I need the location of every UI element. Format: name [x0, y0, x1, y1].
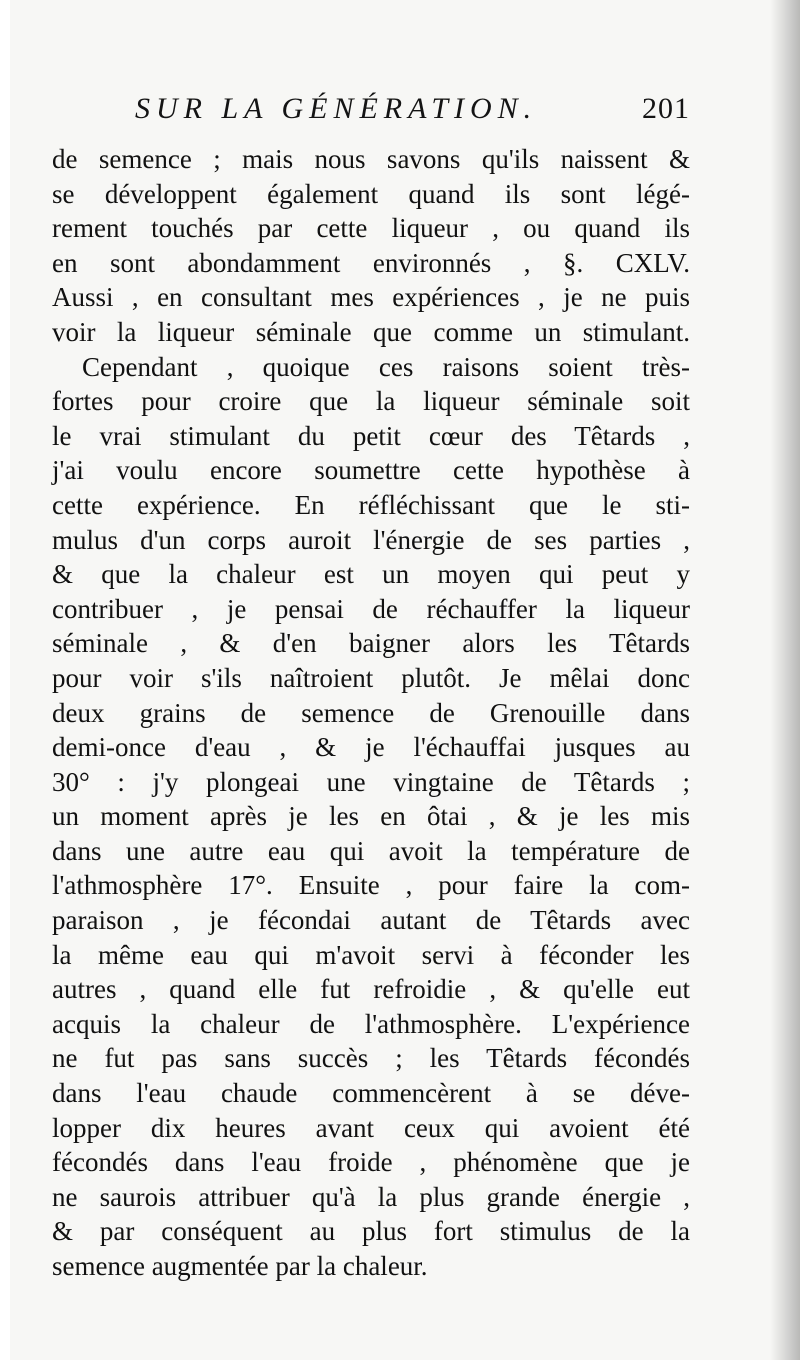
- text-line: demi-once d'eau , & je l'échauffai jusques au: [52, 732, 690, 763]
- text-line: acquis la chaleur de l'athmosphère. L'expérience: [52, 1008, 690, 1039]
- text-line: ne saurois attribuer qu'à la plus grande énergie ,: [52, 1181, 690, 1212]
- text-line: séminale , & d'en baigner alors les Têtards: [52, 628, 690, 659]
- paragraph-end-line: semence augmentée par la chaleur.: [52, 1251, 428, 1281]
- text-line: se développent également quand ils sont légé-: [52, 178, 690, 209]
- text-line: dans l'eau chaude commencèrent à se déve-: [52, 1078, 690, 1109]
- text-line: paraison , je fécondai autant de Têtards avec: [52, 905, 690, 936]
- text-line: lopper dix heures avant ceux qui avoient été: [52, 1112, 690, 1143]
- text-line: & que la chaleur est un moyen qui peut y: [52, 559, 690, 590]
- text-line: 30° : j'y plongeai une vingtaine de Têtards ;: [52, 766, 690, 797]
- text-line: voir la liqueur séminale que comme un stimulant.: [52, 316, 690, 347]
- text-line: la même eau qui m'avoit servi à féconder les: [52, 939, 690, 970]
- text-line: un moment après je les en ôtai , & je les mis: [52, 801, 690, 832]
- text-line: j'ai voulu encore soumettre cette hypothèse à: [52, 455, 690, 486]
- text-line: autres , quand elle fut refroidie , & qu'elle eut: [52, 974, 690, 1005]
- paragraph-start-line: Cependant , quoique ces raisons soient très-: [82, 351, 690, 382]
- text-line: dans une autre eau qui avoit la température de: [52, 835, 690, 866]
- text-line: cette expérience. En réfléchissant que le sti-: [52, 489, 690, 520]
- text-body: [52, 142, 690, 1284]
- page-gutter: [0, 0, 10, 1360]
- text-line: ne fut pas sans succès ; les Têtards fécondés: [52, 1043, 690, 1074]
- running-title: SUR LA GÉNÉRATION.: [135, 92, 538, 125]
- page-number: 201: [642, 92, 690, 125]
- page-edge-shadow: [770, 0, 800, 1360]
- text-line: contribuer , je pensai de réchauffer la liqueur: [52, 593, 690, 624]
- page-header: [135, 92, 690, 132]
- text-line: Aussi , en consultant mes expériences , je ne puis: [52, 282, 690, 313]
- text-line: de semence ; mais nous savons qu'ils naissent &: [52, 144, 690, 174]
- text-line: rement touchés par cette liqueur , ou quand ils: [52, 213, 690, 244]
- text-line: deux grains de semence de Grenouille dans: [52, 697, 690, 728]
- text-line: fortes pour croire que la liqueur séminale soit: [52, 386, 690, 417]
- text-line: mulus d'un corps auroit l'énergie de ses parties ,: [52, 524, 690, 555]
- text-line: en sont abondamment environnés , §. CXLV.: [52, 247, 690, 278]
- text-line: fécondés dans l'eau froide , phénomène que je: [52, 1147, 690, 1178]
- text-line: & par conséquent au plus fort stimulus de la: [52, 1216, 690, 1247]
- text-line: l'athmosphère 17°. Ensuite , pour faire la com-: [52, 870, 690, 901]
- text-line: pour voir s'ils naîtroient plutôt. Je mêlai donc: [52, 662, 690, 693]
- text-line: le vrai stimulant du petit cœur des Têtards ,: [52, 420, 690, 451]
